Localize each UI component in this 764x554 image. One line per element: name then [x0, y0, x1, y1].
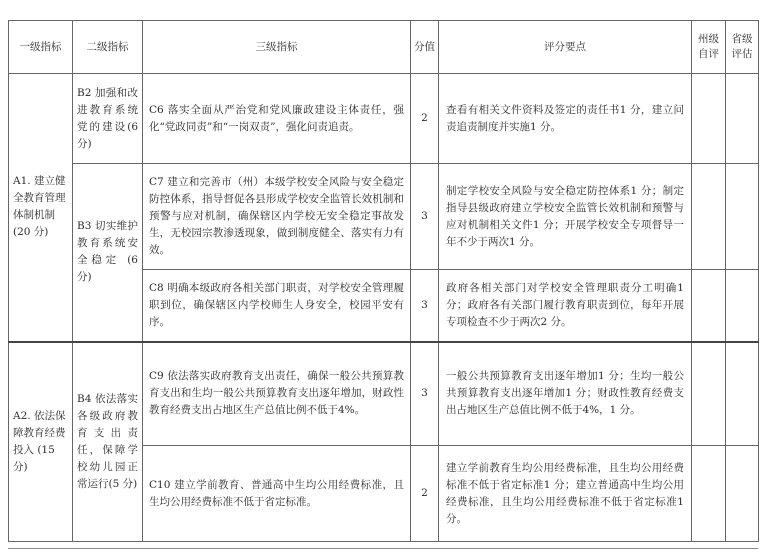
- table-header-row: [9, 21, 759, 74]
- score-cell: 2: [411, 446, 439, 542]
- page-bottom-divider: [8, 548, 758, 549]
- level3-cell: C6 落实全面从严治党和党风廉政建设主体责任，强化“党政同责”和“一岗双责”，强化问责追责。: [143, 74, 411, 164]
- provincial-eval-cell: [726, 446, 759, 542]
- header-level2: 二级指标: [73, 21, 143, 74]
- state-self-eval-cell: [692, 446, 726, 542]
- provincial-eval-cell: [726, 164, 759, 270]
- table-row: [9, 74, 759, 164]
- criteria-cell: 建立学前教育生均公用经费标准，且生均公用经费标准不低于省定标准1 分；建立普通高中生均公用经费标准，且生均公用经费标准不低于省定标准1 分。: [439, 446, 692, 542]
- score-cell: 3: [411, 342, 439, 446]
- criteria-cell: 政府各相关部门对学校安全管理职责分工明确1 分；政府各有关部门履行教育职责到位，每年开展专项检查不少于两次2 分。: [439, 270, 692, 342]
- level2-cell: B3 切实维护教育系统安全稳定 (6 分): [73, 164, 143, 342]
- header-provincial-eval: 省级评估: [726, 21, 759, 74]
- state-self-eval-cell: [692, 342, 726, 446]
- evaluation-table: [8, 20, 759, 542]
- header-level1: 一级指标: [9, 21, 73, 74]
- score-cell: 3: [411, 270, 439, 342]
- provincial-eval-cell: [726, 270, 759, 342]
- state-self-eval-cell: [692, 74, 726, 164]
- level3-cell: C7 建立和完善市（州）本级学校安全风险与安全稳定防控体系，指导督促各县形成学校安全监管长效机制和预警与应对机制，确保辖区内学校无安全稳定事故发生，无校园宗教渗透现象，做到制度健全、落实有力有效。: [143, 164, 411, 270]
- level2-cell: B2 加强和改进教育系统党的建设(6 分): [73, 74, 143, 164]
- level1-cell: A1. 建立健全教育管理体制机制 (20 分): [9, 74, 73, 342]
- score-cell: 3: [411, 164, 439, 270]
- level3-cell: C9 依法落实政府教育支出责任，确保一般公共预算教育支出和生均一般公共预算教育支出逐年增加，财政性教育经费支出占地区生产总值比例不低于4%。: [143, 342, 411, 446]
- level3-cell: C10 建立学前教育、普通高中生均公用经费标准，且生均公用经费标准不低于省定标准。: [143, 446, 411, 542]
- header-criteria: 评分要点: [439, 21, 692, 74]
- criteria-cell: 一般公共预算教育支出逐年增加1 分；生均一般公共预算教育支出逐年增加1 分；财政性教育经费支出占地区生产总值比例不低于4%，1 分。: [439, 342, 692, 446]
- level2-cell: B4 依法落实各级政府教育支出责任，保障学校幼儿园正常运行(5 分): [73, 342, 143, 542]
- state-self-eval-cell: [692, 270, 726, 342]
- score-cell: 2: [411, 74, 439, 164]
- provincial-eval-cell: [726, 342, 759, 446]
- state-self-eval-cell: [692, 164, 726, 270]
- header-score: 分值: [411, 21, 439, 74]
- header-state-self-eval: 州级自评: [692, 21, 726, 74]
- table-row: [9, 342, 759, 446]
- table-row: [9, 164, 759, 270]
- provincial-eval-cell: [726, 74, 759, 164]
- header-level3: 三级指标: [143, 21, 411, 74]
- level3-cell: C8 明确本级政府各相关部门职责，对学校安全管理履职到位，确保辖区内学校师生人身安全，校园平安有序。: [143, 270, 411, 342]
- criteria-cell: 查看有相关文件资料及签定的责任书1 分，建立问责追责制度并实施1 分。: [439, 74, 692, 164]
- criteria-cell: 制定学校安全风险与安全稳定防控体系1 分；制定指导县级政府建立学校安全监管长效机制和预警与应对机制相关文件1 分；开展学校安全专项督导一年不少于两次1 分。: [439, 164, 692, 270]
- level1-cell: A2. 依法保障教育经费投入 (15 分): [9, 342, 73, 542]
